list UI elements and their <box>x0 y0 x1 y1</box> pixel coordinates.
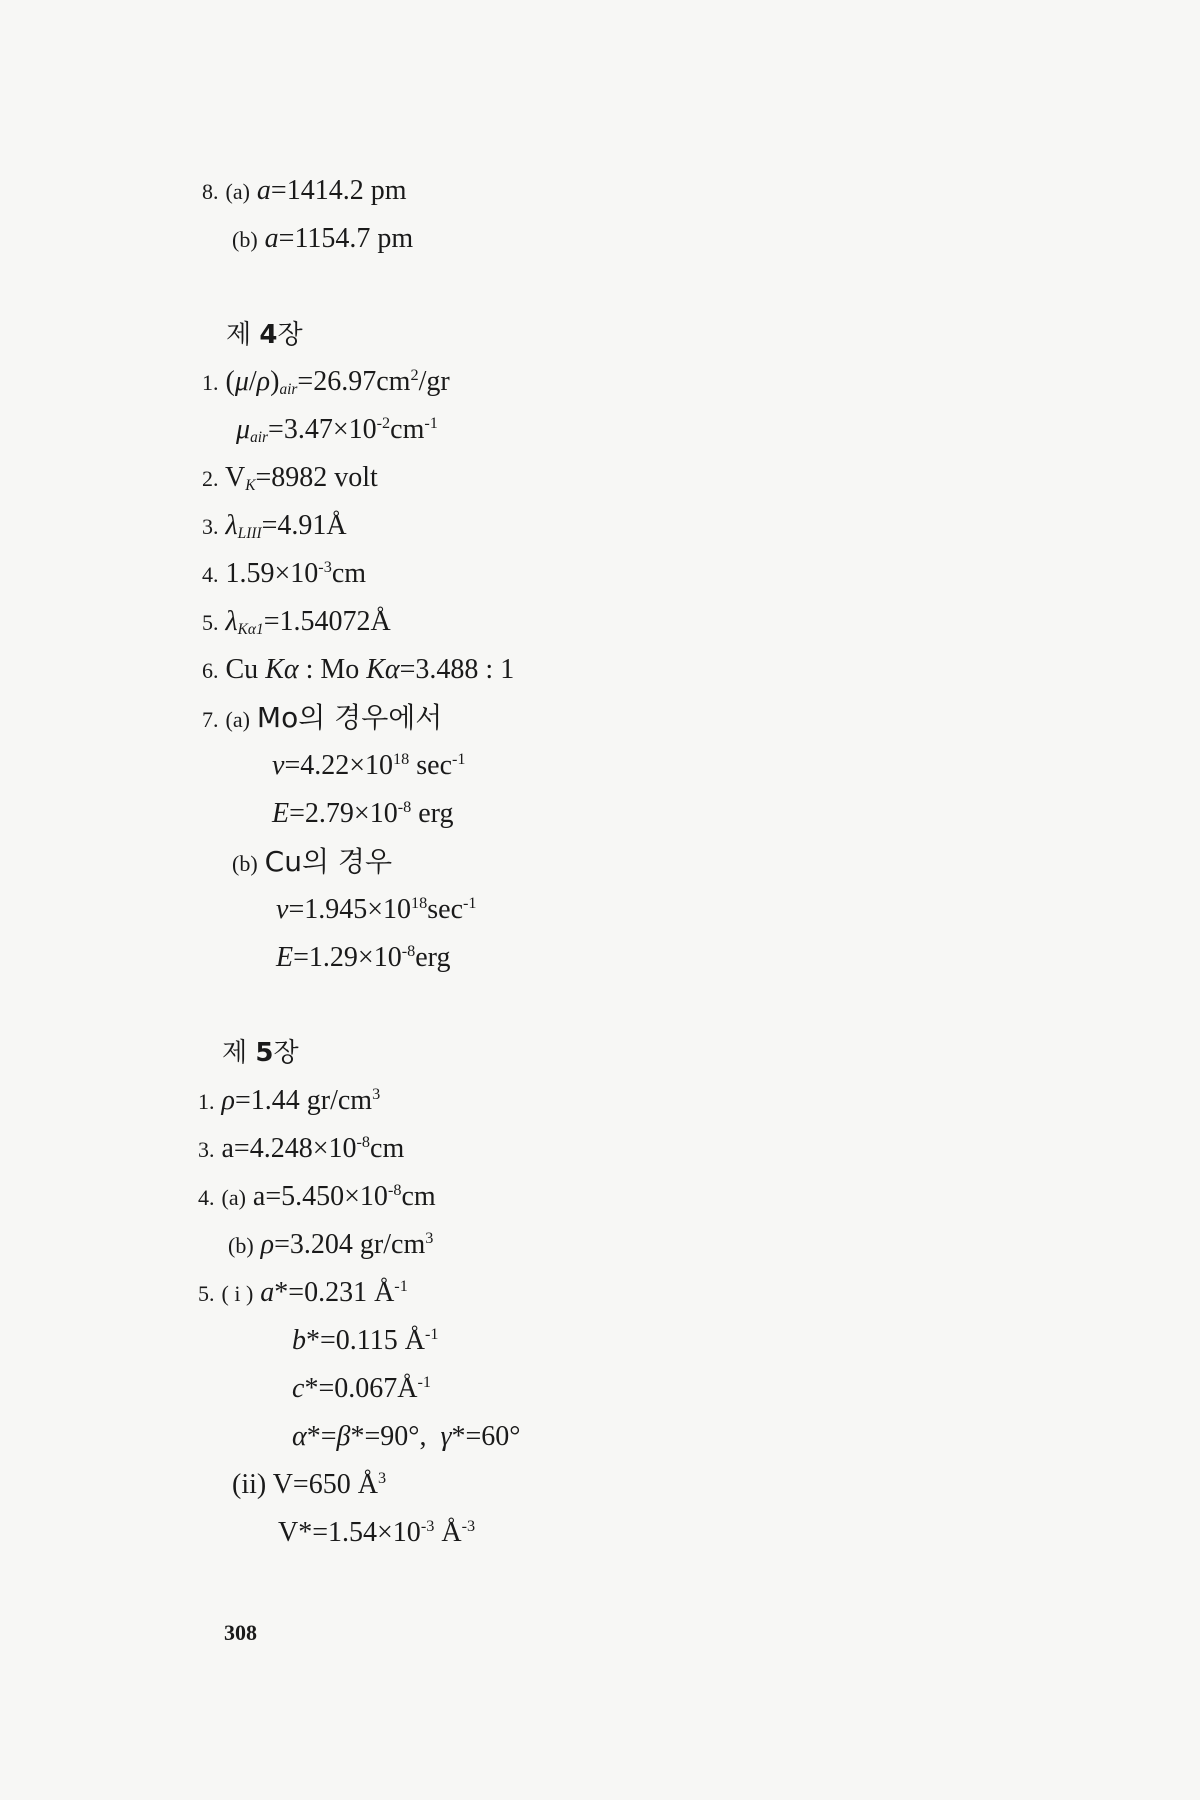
answer-3-8b: (b) a=1154.7 pm <box>232 223 414 254</box>
answer-4-2: 2. $V_K=8982$ volt <box>202 462 378 494</box>
answer-4-4: 4. $1.59\times 10^{-3}cm$ <box>202 557 367 589</box>
answer-4-7b-energy: $E=1.29\times 10^{-8}erg$ <box>276 941 451 973</box>
answer-5-4b: (b) ρ=3.204 $gr/cm^3$ <box>228 1228 434 1260</box>
answer-4-1: 1. $(\mu/\rho)_{air}=26.97cm^2/gr$ <box>202 365 450 398</box>
chapter-5-heading: 제 5장 <box>222 1038 299 1068</box>
answer-4-3: 3. $\lambda_{LIII}=4.91Å$ <box>202 510 347 542</box>
answer-4-6: 6. Cu Kα : Mo Kα=3.488 : 1 <box>202 654 515 685</box>
page-number: 308 <box>224 1620 257 1645</box>
answer-5-5ii-volume: (ii) V=650 $Å^3$ <box>232 1468 387 1500</box>
answer-4-7a-frequency: $\nu=4.22\times 10^{18}$ $\sec^{-1}$ <box>272 749 466 781</box>
answer-5-5i-c-star: $c*=0.067Å^{-1}$ <box>292 1372 431 1404</box>
answer-5-4a: 4. (a) $a=5.450\times 10^{-8}cm$ <box>198 1180 436 1212</box>
answer-5-5i-a-star: 5. ( i ) a*=0.231 $Å^{-1}$ <box>198 1276 408 1308</box>
answer-5-3: 3. $a=4.248\times 10^{-8}cm$ <box>198 1132 405 1164</box>
answer-4-7b: (b) Cu의 경우 <box>232 845 392 878</box>
answer-5-1: 1. ρ=1.44 $gr/cm^3$ <box>198 1084 381 1116</box>
answer-4-7a-energy: $E=2.79\times 10^{-8}$ erg <box>272 797 454 829</box>
answer-4-1-mu-air: $\mu_{air}=3.47\times 10^{-2}cm^{-1}$ <box>236 413 438 446</box>
answer-5-5ii-reciprocal-volume: $V*=1.54\times 10^{-3}$ $Å^{-3}$ <box>278 1516 476 1548</box>
answer-3-8a: 8. (a) a=1414.2 pm <box>202 175 407 206</box>
answer-4-7b-frequency: $\nu=1.945\times 10^{18}\sec^{-1}$ <box>276 893 477 925</box>
chapter-4-heading: 제 4장 <box>226 320 303 350</box>
answer-4-5: 5. $\lambda_{K\alpha 1}=1.54072Å$ <box>202 606 391 638</box>
answer-5-5i-angles: α*=β*=90°, γ*=60° <box>292 1421 521 1452</box>
answer-4-7a: 7. (a) Mo의 경우에서 <box>202 701 443 734</box>
answer-5-5i-b-star: b*=0.115 $Å^{-1}$ <box>292 1324 439 1356</box>
